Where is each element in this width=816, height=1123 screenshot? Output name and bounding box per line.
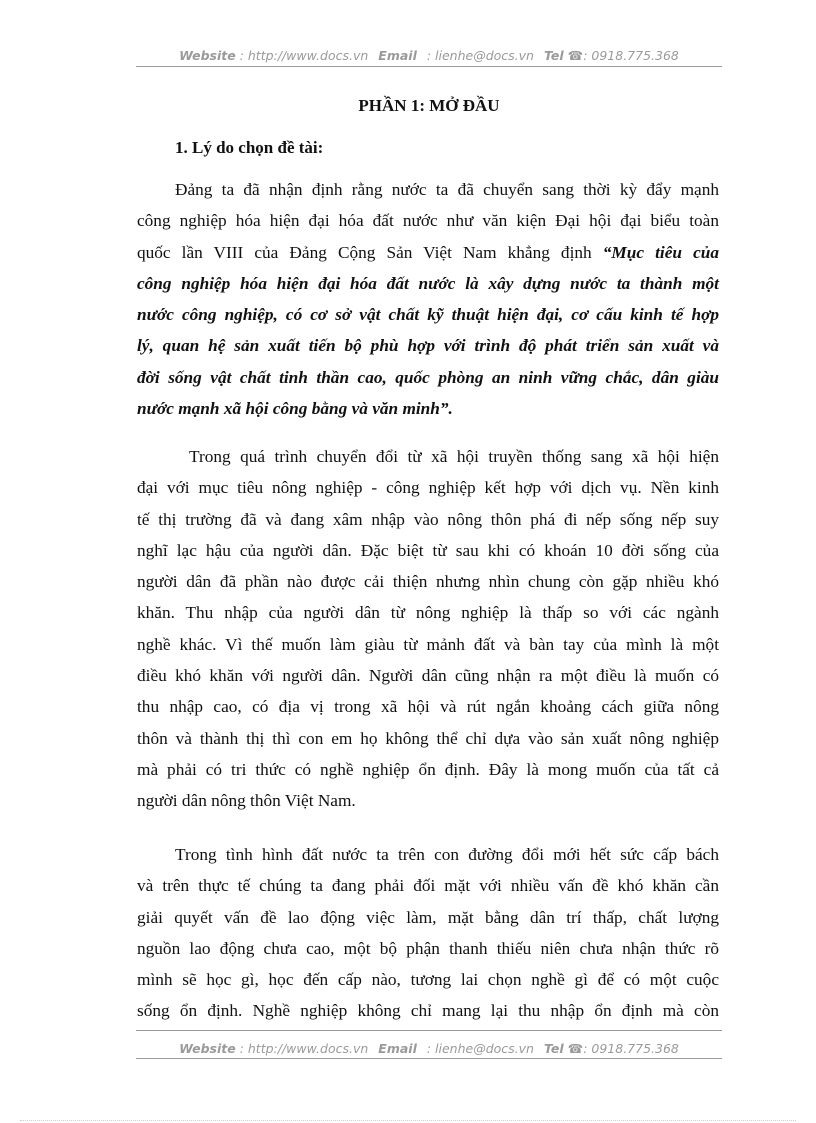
footer-rule	[136, 1030, 722, 1031]
footer-tel-value: : 0918.775.368	[583, 1041, 679, 1056]
text-line: đại với mục tiêu nông nghiệp - công nghiệp kết hợp với dịch vụ. Nền kinh	[137, 478, 719, 498]
text-line: và trên thực tế chúng ta đang phải đối mặt với nhiều vấn đề khó khăn cần	[137, 876, 719, 896]
text-line: người dân nông thôn Việt Nam.	[137, 791, 356, 811]
quote-line: nước công nghiệp, có cơ sở vật chất kỹ thuật hiện đại, cơ cấu kinh tế hợp	[137, 305, 719, 325]
phone-icon: ☎	[567, 48, 584, 63]
text-line: nghĩ lạc hậu của người dân. Đặc biệt từ sau khi có khoán 10 đời sống của	[137, 540, 719, 560]
header-email-label: Email	[378, 48, 417, 63]
footer-website-value[interactable]: : http://www.docs.vn	[239, 1041, 369, 1056]
quote-line: đời sống vật chất tinh thần cao, quốc phòng an ninh vững chắc, dân giàu	[137, 367, 719, 387]
text-line: Trong quá trình chuyển đổi từ xã hội truyền thống sang xã hội hiện	[189, 447, 719, 466]
text-line: công nghiệp hóa hiện đại hóa đất nước như văn kiện Đại hội đại biểu toàn	[137, 211, 719, 231]
text-line: điều khó khăn với người dân. Người dân cũng nhận ra một điều là muốn có	[137, 666, 719, 686]
page-title: PHẦN 1: MỞ ĐẦU	[358, 96, 500, 115]
text-line: mình sẽ học gì, học đến cấp nào, tương lai chọn nghề gì để có một cuộc	[137, 970, 719, 990]
footer-bottom-rule	[136, 1058, 722, 1059]
header-tel-value: : 0918.775.368	[583, 48, 679, 63]
header-email-value[interactable]: : lienhe@docs.vn	[426, 48, 534, 63]
footer-email-value[interactable]: : lienhe@docs.vn	[426, 1041, 534, 1056]
text-line	[137, 237, 719, 268]
header-website-label: Website	[179, 48, 236, 63]
header-website-value[interactable]: : http://www.docs.vn	[239, 48, 369, 63]
text-run: quốc lần VIII của Đảng Cộng Sản Việt Nam khẳng định	[137, 242, 592, 262]
quote-line: lý, quan hệ sản xuất tiến bộ phù hợp với trình độ phát triển sản xuất và	[137, 336, 719, 356]
text-line: giải quyết vấn đề lao động việc làm, mặt bằng dân trí thấp, chất lượng	[137, 907, 719, 927]
section-heading: 1. Lý do chọn đề tài:	[175, 138, 324, 157]
text-line: mà phải có tri thức có nghề nghiệp ổn định. Đây là mong muốn của tất cả	[137, 759, 719, 779]
text-line: Đảng ta đã nhận định rằng nước ta đã chuyển sang thời kỳ đẩy mạnh	[175, 180, 719, 199]
quote-line: nước mạnh xã hội công bằng và văn minh”.	[137, 399, 453, 419]
page-edge-divider	[20, 1120, 796, 1121]
paragraph-3	[137, 839, 719, 1027]
page-footer	[136, 1042, 722, 1056]
text-line: thu nhập cao, có địa vị trong xã hội và rút ngắn khoảng cách giữa nông	[137, 697, 719, 717]
header-rule	[136, 66, 722, 67]
footer-website-label: Website	[179, 1041, 236, 1056]
header-tel-label: Tel	[543, 48, 564, 63]
text-line: Trong tình hình đất nước ta trên con đường đổi mới hết sức cấp bách	[175, 845, 719, 864]
text-line: nguồn lao động chưa cao, một bộ phận thanh thiếu niên chưa nhận thức rõ	[137, 938, 719, 958]
quote-line: công nghiệp hóa hiện đại hóa đất nước là xây dựng nước ta thành một	[137, 273, 719, 293]
footer-email-label: Email	[378, 1041, 417, 1056]
text-line: người dân đã phần nào được cải thiện nhưng nhìn chung còn gặp nhiều khó	[137, 572, 719, 592]
paragraph-1	[137, 174, 719, 424]
footer-tel-label: Tel	[543, 1041, 564, 1056]
text-line: khăn. Thu nhập của người dân từ nông nghiệp là thấp so với các ngành	[137, 603, 719, 623]
phone-icon: ☎	[567, 1041, 584, 1056]
paragraph-2	[137, 441, 719, 817]
quote-start: “Mục tiêu của	[602, 242, 720, 262]
text-line: tế thị trường đã và đang xâm nhập vào nông thôn phá đi nếp sống nếp suy	[137, 509, 719, 529]
text-line: nghề khác. Vì thế muốn làm giàu từ mảnh đất và bàn tay của mình là một	[137, 634, 719, 654]
text-line: thôn và thành thị thì con em họ không thể chỉ dựa vào sản xuất nông nghiệp	[137, 728, 719, 748]
page-header	[136, 49, 722, 63]
text-line: sống ổn định. Nghề nghiệp không chỉ mang lại thu nhập ổn định mà còn	[137, 1001, 719, 1021]
